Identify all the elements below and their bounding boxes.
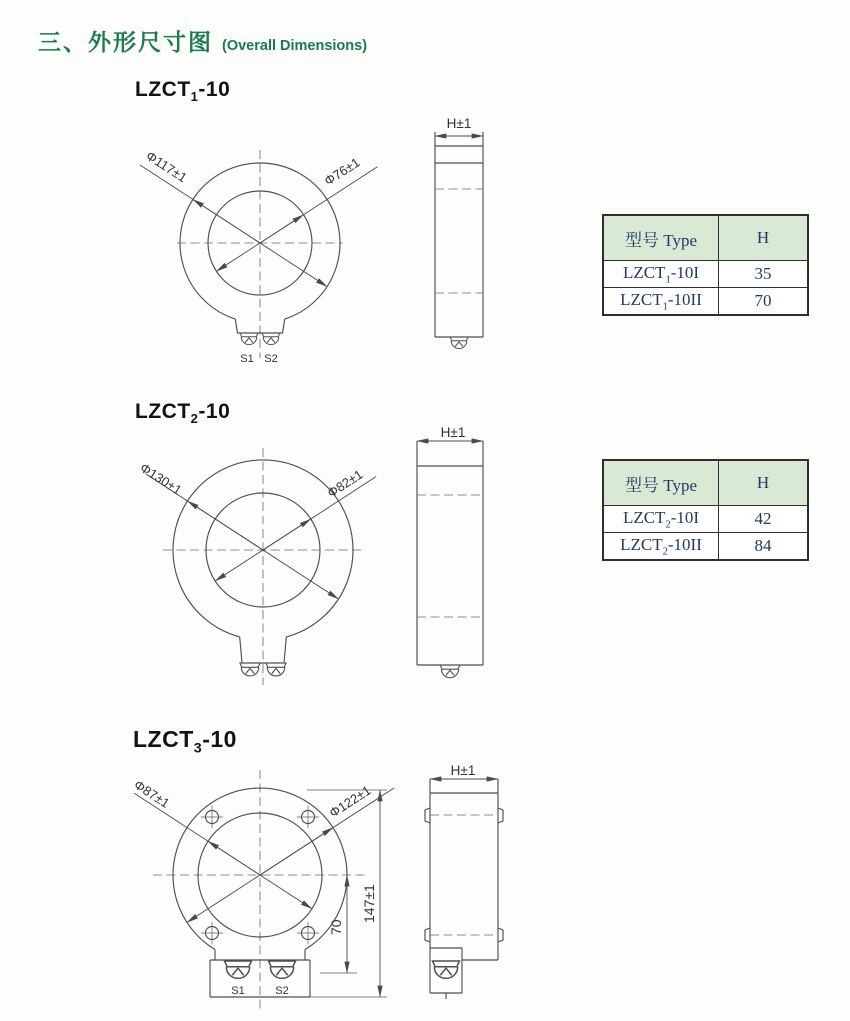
model-cell: $LZCT_2-10II$ (603, 533, 719, 561)
lzct1-front-view (138, 106, 382, 376)
heading-suffix: -10 (198, 400, 231, 423)
screw-terminal-icon (240, 333, 258, 345)
table-header-h: H (719, 215, 809, 261)
outer-diameter-dimension (137, 460, 338, 599)
table-row (603, 506, 808, 533)
terminal-label-s1: S1 (240, 353, 254, 365)
inner-diameter-label: Φ76±1 (321, 154, 363, 189)
h-value-cell: 84 (719, 533, 809, 561)
screw-terminal-icon (266, 663, 286, 676)
outer-ring (180, 163, 340, 319)
lzct2-front-view (125, 440, 397, 692)
screw-terminal-icon (240, 663, 260, 676)
heading-subscript: 2 (190, 411, 199, 427)
lzct2-dimension-table (602, 459, 809, 561)
inner-diameter-label: Φ82±1 (324, 466, 366, 501)
lzct1-side-view (420, 112, 496, 368)
outer-diameter-label: Φ117±1 (143, 147, 190, 186)
screw-terminal-icon (269, 961, 296, 978)
dimension-70-label: 70 (328, 919, 344, 935)
inner-diameter-label: Φ87±1 (131, 776, 173, 811)
screw-terminal-icon (433, 961, 460, 978)
lzct1-dimension-table (602, 214, 809, 316)
height-dimension-label: H±1 (440, 425, 466, 440)
page-title-chinese: 三、外形尺寸图 (38, 29, 213, 55)
section-heading-lzct2 (135, 400, 230, 426)
screw-terminal-icon (440, 665, 460, 678)
heading-suffix: -10 (198, 78, 231, 101)
outer-diameter-label: Φ130±1 (137, 459, 185, 498)
heading-subscript: 1 (190, 89, 199, 105)
lzct3-front-view (125, 755, 410, 1021)
terminal-box (430, 948, 498, 999)
heading-prefix: LZCT (133, 726, 194, 752)
screw-terminal-icon (262, 333, 280, 345)
lzct3-side-view (415, 758, 515, 1021)
table-row (603, 261, 808, 288)
heading-prefix: LZCT (135, 78, 191, 101)
lzct2-side-view (410, 426, 490, 692)
table-header-type: 型号 Type (603, 460, 719, 506)
terminal-label-s1: S1 (231, 985, 245, 997)
dimension-147-label: 147±1 (361, 884, 377, 923)
height-dimension-label: H±1 (446, 116, 472, 131)
heading-prefix: LZCT (135, 400, 191, 423)
section-heading-lzct3 (133, 726, 237, 757)
table-header-h: H (719, 460, 809, 506)
page-title (38, 24, 367, 57)
lower-flange-tabs (425, 928, 503, 942)
upper-flange-tabs (425, 808, 503, 823)
heading-suffix: -10 (202, 726, 237, 752)
page-title-english: (Overall Dimensions) (222, 38, 368, 54)
table-row (603, 288, 808, 316)
heading-subscript: 3 (193, 740, 203, 757)
terminal-label-s2: S2 (264, 353, 278, 365)
model-cell: $LZCT_1-10II$ (603, 288, 719, 316)
h-value-cell: 42 (719, 506, 809, 533)
h-value-cell: 70 (719, 288, 809, 316)
table-header-type: 型号 Type (603, 215, 719, 261)
height-dimension-label: H±1 (450, 763, 476, 778)
terminal-label-s2: S2 (275, 985, 289, 997)
model-cell: $LZCT_2-10I$ (603, 506, 719, 533)
centerlines (177, 150, 343, 358)
h-value-cell: 35 (719, 261, 809, 288)
screw-terminal-icon (450, 337, 468, 349)
section-heading-lzct1 (135, 78, 230, 104)
model-cell: $LZCT_1-10I$ (603, 261, 719, 288)
outer-diameter-label: Φ122±1 (326, 782, 374, 821)
table-row (603, 533, 808, 561)
dimension-70 (320, 875, 357, 973)
screw-terminal-icon (225, 961, 252, 978)
